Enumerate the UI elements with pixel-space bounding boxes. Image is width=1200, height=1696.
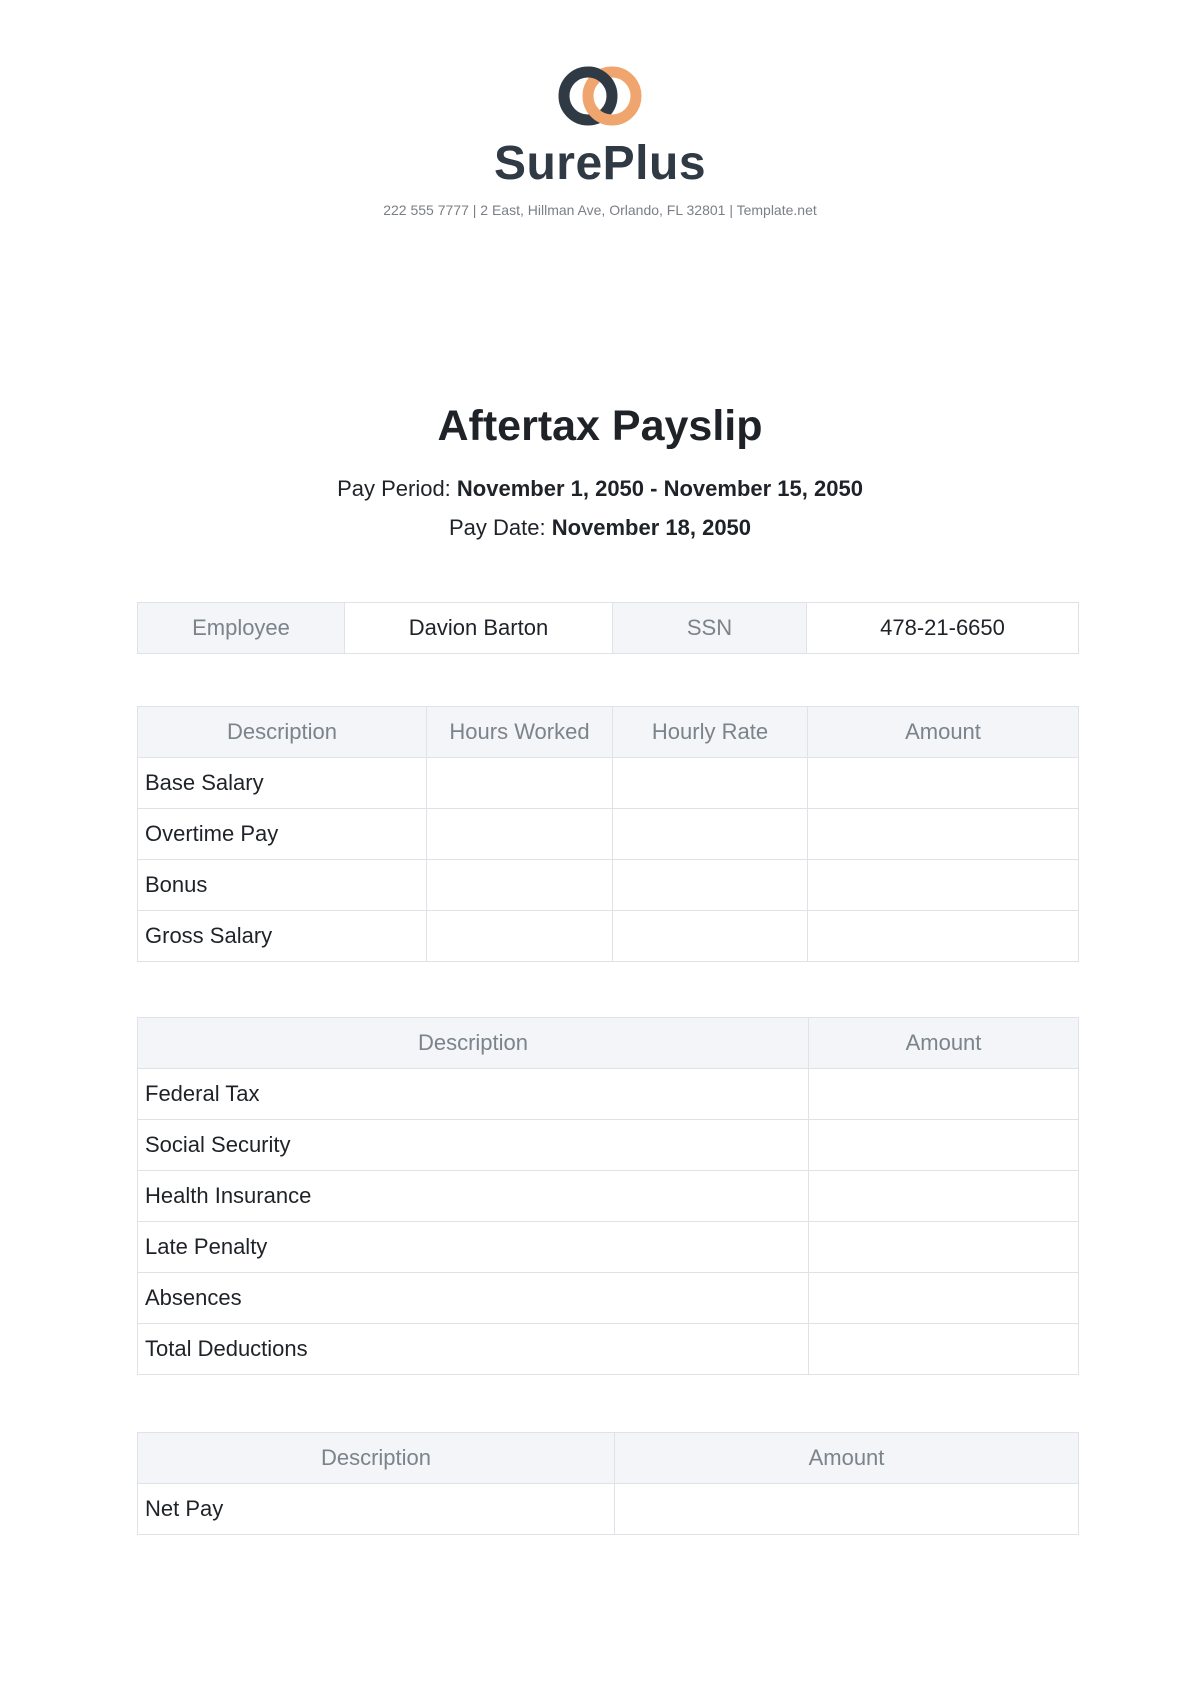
employee-info-table	[137, 602, 1079, 654]
column-header: Description	[138, 1433, 615, 1484]
employee-name: Davion Barton	[345, 603, 613, 654]
company-name: SurePlus	[493, 137, 707, 190]
table-row	[138, 809, 1079, 860]
column-header: Amount	[809, 1018, 1079, 1069]
earning-description: Gross Salary	[138, 911, 427, 962]
column-header: Amount	[615, 1433, 1079, 1484]
earnings-table	[137, 706, 1079, 962]
column-header: Description	[138, 1018, 809, 1069]
amount-cell	[809, 1120, 1079, 1171]
table-row	[138, 1120, 1079, 1171]
pay-date	[0, 513, 1200, 543]
pay-date-label: Pay Date:	[448, 515, 546, 540]
amount-cell	[809, 1171, 1079, 1222]
table-header-row	[138, 1018, 1079, 1069]
deduction-description: Late Penalty	[138, 1222, 809, 1273]
table-row	[138, 1324, 1079, 1375]
amount-cell	[808, 809, 1079, 860]
deduction-description: Total Deductions	[138, 1324, 809, 1375]
company-header	[0, 60, 1200, 218]
amount-cell	[808, 758, 1079, 809]
table-row	[138, 603, 1079, 654]
amount-cell	[808, 911, 1079, 962]
employee-label: Employee	[138, 603, 345, 654]
hours-cell	[427, 758, 613, 809]
rate-cell	[613, 809, 808, 860]
amount-cell	[809, 1222, 1079, 1273]
table-row	[138, 1222, 1079, 1273]
table-row	[138, 758, 1079, 809]
page-title: Aftertax Payslip	[437, 402, 763, 450]
hours-cell	[427, 860, 613, 911]
rate-cell	[613, 860, 808, 911]
column-header: Description	[138, 707, 427, 758]
deduction-description: Absences	[138, 1273, 809, 1324]
deduction-description: Health Insurance	[138, 1171, 809, 1222]
company-contact: 222 555 7777 | 2 East, Hillman Ave, Orlando, FL 32801 | Template.net	[383, 202, 817, 218]
pay-period-label: Pay Period:	[337, 476, 451, 501]
deduction-description: Social Security	[138, 1120, 809, 1171]
pay-date-value: November 18, 2050	[551, 515, 752, 540]
table-row	[138, 1273, 1079, 1324]
deduction-description: Federal Tax	[138, 1069, 809, 1120]
earning-description: Base Salary	[138, 758, 427, 809]
hours-cell	[427, 911, 613, 962]
interlocked-rings-icon	[550, 60, 650, 132]
column-header: Hourly Rate	[613, 707, 808, 758]
ssn-value: 478-21-6650	[807, 603, 1079, 654]
table-row	[138, 1069, 1079, 1120]
table-header-row	[138, 707, 1079, 758]
table-row	[138, 911, 1079, 962]
rate-cell	[613, 758, 808, 809]
pay-period	[0, 474, 1200, 504]
amount-cell	[809, 1324, 1079, 1375]
earning-description: Bonus	[138, 860, 427, 911]
amount-cell	[809, 1069, 1079, 1120]
column-header: Amount	[808, 707, 1079, 758]
table-header-row	[138, 1433, 1079, 1484]
net-pay-description: Net Pay	[138, 1484, 615, 1535]
ssn-label: SSN	[613, 603, 807, 654]
table-row	[138, 1171, 1079, 1222]
rate-cell	[613, 911, 808, 962]
pay-period-value: November 1, 2050 - November 15, 2050	[456, 476, 863, 501]
title-block	[0, 400, 1200, 543]
column-header: Hours Worked	[427, 707, 613, 758]
hours-cell	[427, 809, 613, 860]
earning-description: Overtime Pay	[138, 809, 427, 860]
table-row	[138, 1484, 1079, 1535]
amount-cell	[809, 1273, 1079, 1324]
net-pay-table	[137, 1432, 1079, 1535]
amount-cell	[615, 1484, 1079, 1535]
table-row	[138, 860, 1079, 911]
deductions-table	[137, 1017, 1079, 1375]
amount-cell	[808, 860, 1079, 911]
